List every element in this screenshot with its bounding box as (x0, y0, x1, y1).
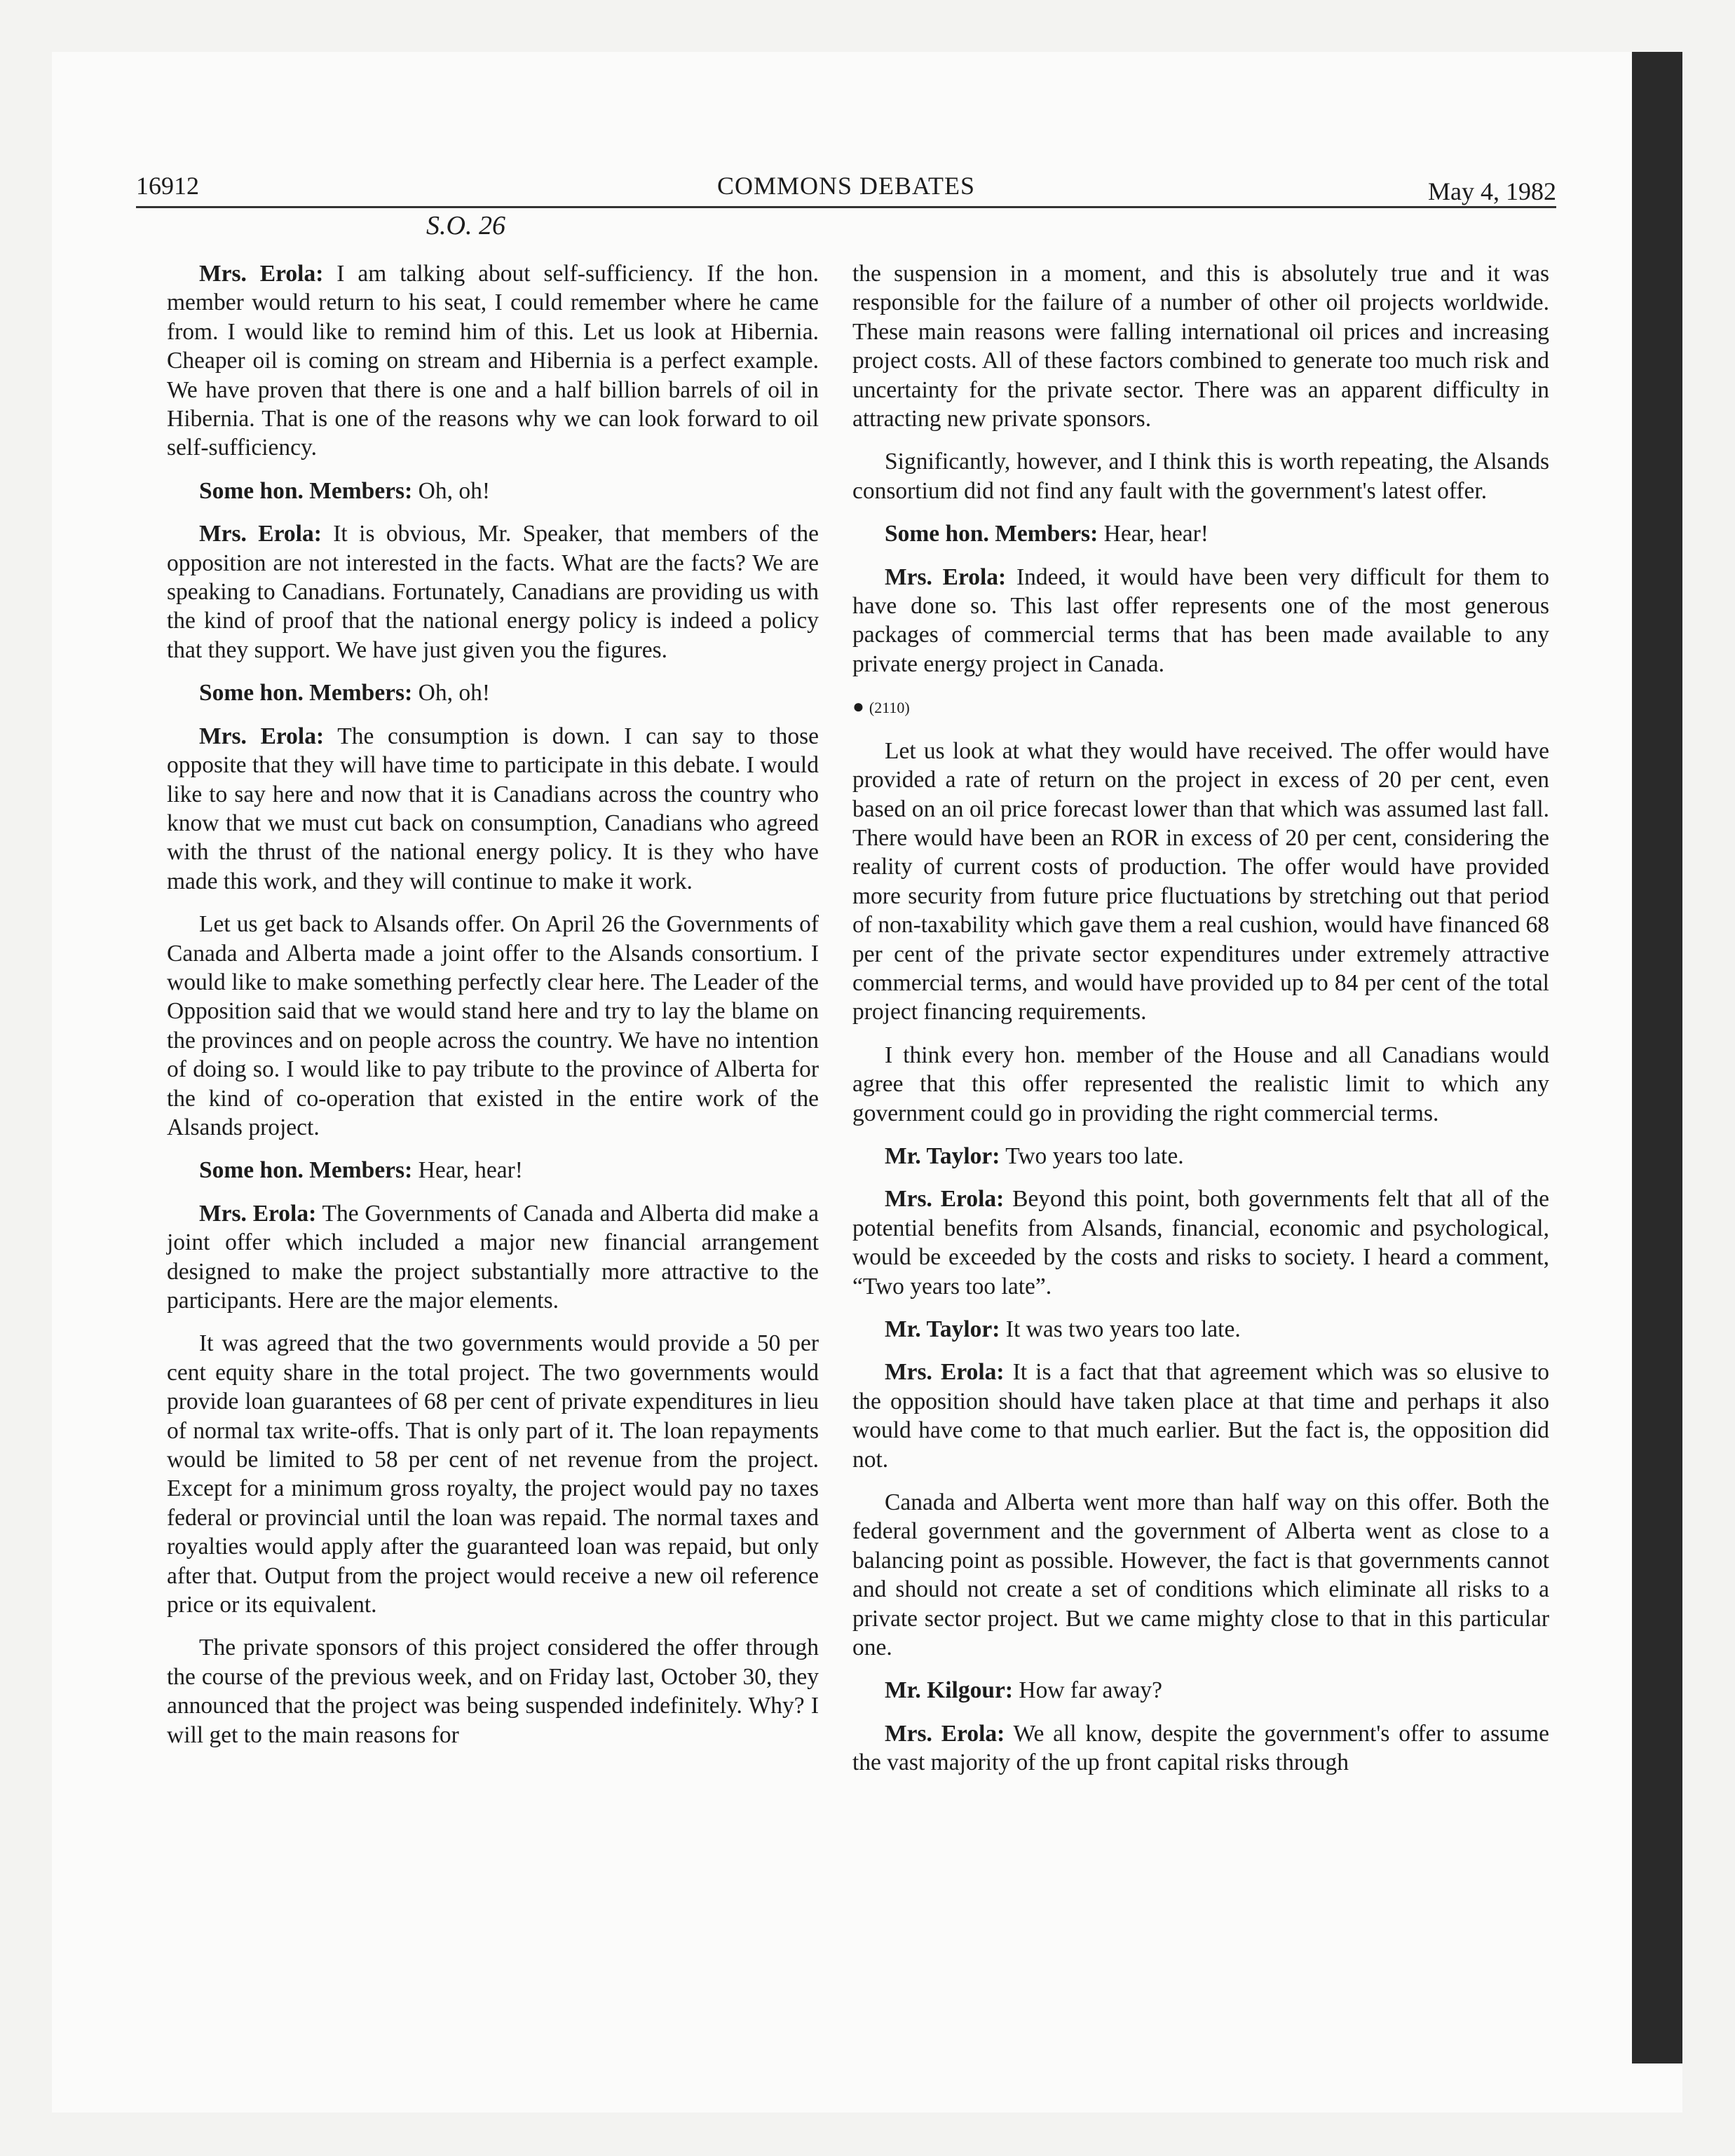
debate-paragraph (852, 1358, 1549, 1474)
speaker-name: Mrs. Erola: (885, 564, 1007, 590)
paragraph-text: Let us get back to Alsands offer. On April 26 the Governments of Canada and Alberta made a joint offer to the Alsands consortium. I would like to make something perfectly clear here. The Leader of the Opposition said that we would stand here and try to lay the blame on the provinces and on people across the country. We have no intention of doing so. I would like to pay tribute to the province of Alberta for the kind of co-operation that existed in the entire work of the Alsands project. (167, 911, 819, 1140)
debate-paragraph (852, 1676, 1549, 1705)
debate-paragraph (852, 1041, 1549, 1128)
debate-paragraph (167, 910, 819, 1142)
debate-paragraph (852, 1185, 1549, 1301)
paragraph-text: the suspension in a moment, and this is absolutely true and it was responsible for the failure of a number of other oil projects worldwide. These main reasons were falling international oil prices and increasing project costs. All of these factors combined to generate too much risk and uncertainty for the private sector. There was an apparent difficulty in attracting new private sponsors. (852, 261, 1549, 432)
paragraph-text: Hear, hear! (418, 1157, 523, 1184)
speaker-name: Mrs. Erola: (199, 261, 324, 287)
debate-paragraph (167, 678, 819, 707)
debate-paragraph (852, 1315, 1549, 1344)
left-column (167, 259, 819, 1763)
speaker-name: Mr. Taylor: (885, 1142, 1000, 1169)
debate-paragraph (167, 1329, 819, 1619)
speaker-name: Mrs. Erola: (199, 521, 322, 547)
debate-paragraph (852, 1142, 1549, 1171)
bullet-icon: ● (852, 696, 869, 718)
paragraph-text: The Governments of Canada and Alberta did make a joint offer which included a major new financial arrangement designed to make the project substantially more attractive to the participants. Here are the major elements. (167, 1200, 819, 1314)
time-marker-text: (2110) (869, 699, 910, 717)
paragraph-text: Canada and Alberta went more than half way on this offer. Both the federal government and the government of Alberta went as close to a balancing point as possible. However, the fact is that governments cannot and should not create a set of conditions which eliminate all risks to a private sector project. But we came mighty close to that in this particular one. (852, 1489, 1549, 1661)
debate-paragraph (852, 737, 1549, 1027)
speaker-name: Mr. Kilgour: (885, 1677, 1013, 1704)
paragraph-text: It was two years too late. (1005, 1316, 1241, 1342)
debate-paragraph (852, 519, 1549, 548)
debate-paragraph (167, 1199, 819, 1316)
speaker-name: Mrs. Erola: (199, 1200, 317, 1227)
paragraph-text: Two years too late. (1005, 1142, 1184, 1169)
debate-paragraph (167, 1156, 819, 1185)
speaker-name: Some hon. Members: (885, 521, 1098, 547)
paragraph-text: Beyond this point, both governments felt that all of the potential benefits from Alsands, financial, economic and psychological, would be exceeded by the costs and risks to society. I heard a comment, “Two years too late”. (852, 1186, 1549, 1299)
paragraph-text: Significantly, however, and I think this is worth repeating, the Alsands consortium did not find any fault with the government's latest offer. (852, 449, 1549, 504)
debate-paragraph (167, 519, 819, 664)
paragraph-text: Hear, hear! (1103, 521, 1209, 547)
debate-paragraph (852, 563, 1549, 679)
paragraph-text: The private sponsors of this project considered the offer through the course of the previous week, and on Friday last, October 30, they announced that the project was being suspended indefinitely. Why? I will get to the main reasons for (167, 1635, 819, 1748)
debate-paragraph (167, 259, 819, 463)
speaker-name: Mrs. Erola: (199, 723, 325, 749)
paragraph-text: Indeed, it would have been very difficult for them to have done so. This last offer represents one of the most generous packages of commercial terms that has been made available to any private energy project in Canada. (852, 564, 1549, 677)
right-column (852, 259, 1549, 1792)
scan-edge-bar (1632, 52, 1682, 2063)
paragraph-text: I think every hon. member of the House and all Canadians would agree that this offer represented the realistic limit to which any government could go in providing the right commercial terms. (852, 1042, 1549, 1126)
paragraph-text: Oh, oh! (418, 477, 490, 504)
publication-title: COMMONS DEBATES (716, 172, 976, 200)
paragraph-text: Oh, oh! (418, 680, 490, 707)
page-number: 16912 (136, 172, 199, 200)
speaker-name: Some hon. Members: (199, 1157, 413, 1184)
sitting-date: May 4, 1982 (1428, 177, 1556, 205)
debate-paragraph (167, 477, 819, 505)
debate-paragraph (852, 259, 1549, 433)
paragraph-text: It was agreed that the two governments would provide a 50 per cent equity share in the total project. The two governments would provide loan guarantees of 68 per cent of private expenditures in lieu of normal tax write-offs. That is only part of it. The loan repayments would be limited to 58 per cent of net revenue from the project. Except for a minimum gross royalty, the project would pay no taxes federal or provincial until the loan was repaid. The normal taxes and royalties would apply after the guaranteed loan was repaid, but only after that. Output from the project would receive a new oil reference price or its equivalent. (167, 1330, 819, 1618)
paragraph-text: I am talking about self-sufficiency. If the hon. member would return to his seat, I could remember where he came from. I would like to remind him of this. Let us look at Hibernia. Cheaper oil is coming on stream and Hibernia is a perfect example. We have proven that there is one and a half billion barrels of oil in Hibernia. That is one of the reasons why we can look forward to oil self-sufficiency. (167, 261, 819, 461)
speaker-name: Mrs. Erola: (885, 1359, 1005, 1386)
paragraph-text: It is a fact that that agreement which was so elusive to the opposition should have taken place at that time and perhaps it also would have come to that much earlier. But the fact is, the opposition did not. (852, 1359, 1549, 1473)
speaker-name: Some hon. Members: (199, 680, 413, 707)
speaker-name: Mrs. Erola: (885, 1186, 1005, 1213)
speaker-name: Mrs. Erola: (885, 1720, 1005, 1747)
paragraph-text: We all know, despite the government's offer to assume the vast majority of the up front capital risks through (852, 1720, 1549, 1776)
debate-paragraph (167, 1633, 819, 1749)
paragraph-text: It is obvious, Mr. Speaker, that members of the opposition are not interested in the facts. What are the facts? We are speaking to Canadians. Fortunately, Canadians are providing us with the kind of proof that the national energy policy is indeed a policy that they support. We have just given you the figures. (167, 521, 819, 663)
paragraph-text: Let us look at what they would have received. The offer would have provided a rate of return on the project in excess of 20 per cent, even based on an oil price forecast lower than that which was assumed last fall. There would have been an ROR in excess of 20 per cent, considering the reality of current costs of production. The offer would have provided more security from future price fluctuations by stretching out that period of non-taxability which gave them a real cushion, would have financed 68 per cent of the private sector expenditures under extremely attractive commercial terms, and would have provided up to 84 per cent of the total project financing requirements. (852, 737, 1549, 1025)
section-reference: S.O. 26 (426, 211, 505, 240)
paragraph-text: The consumption is down. I can say to those opposite that they will have time to participate in this debate. I would like to say here and now that it is Canadians across the country who know that we must cut back on consumption, Canadians who agreed with the thrust of the national energy policy. It is they who have made this work, and they will continue to make it work. (167, 723, 819, 894)
speaker-name: Some hon. Members: (199, 477, 413, 504)
page-header (136, 165, 1556, 208)
debate-paragraph (852, 447, 1549, 505)
debate-paragraph (852, 1488, 1549, 1662)
debate-paragraph (852, 1719, 1549, 1778)
time-marker (852, 692, 1549, 722)
debate-paragraph (167, 722, 819, 896)
speaker-name: Mr. Taylor: (885, 1316, 1000, 1342)
paragraph-text: How far away? (1019, 1677, 1162, 1704)
